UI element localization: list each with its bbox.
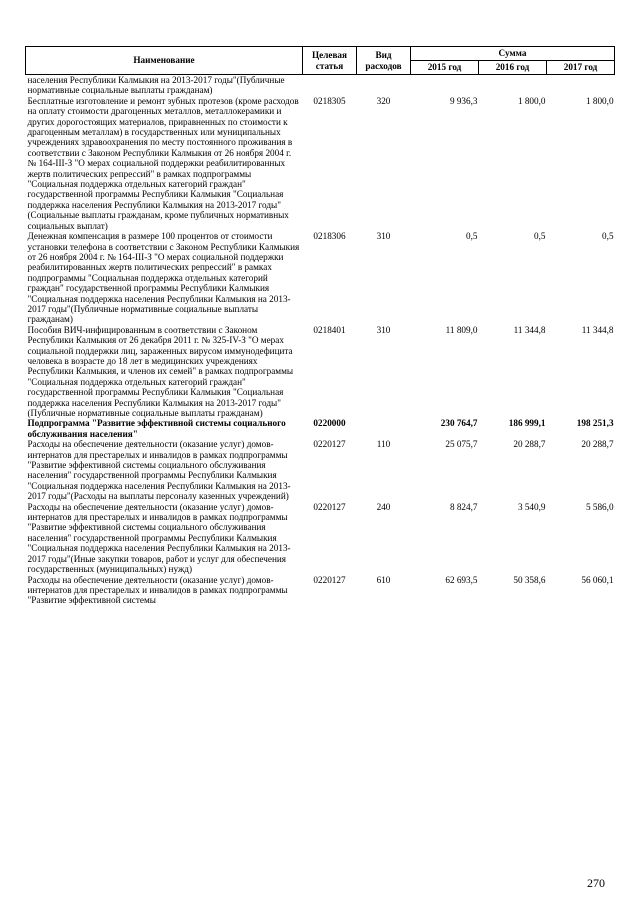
row-name: Расходы на обеспечение деятельности (оказание услуг) домов-интернатов для престарелых и инвалидов в рамках подпрограммы "Развитие эффективной системы социального обслуживания населения" государственной программы Республики Калмыкия "Социальная поддержка населения Республики Калмыкия на 2013-2017 годы"(Иные закупки товаров, работ и услуг для обеспечения государственных (муниципальных) нужд) (27, 501, 291, 575)
table-row (26, 439, 615, 501)
row-amount-2017: 5 586,0 (585, 501, 614, 512)
header-sum: Сумма (411, 47, 615, 61)
page-number: 270 (587, 876, 605, 890)
row-amount-2016 (479, 75, 547, 96)
row-amount-2017 (547, 75, 615, 96)
row-target-article: 0220127 (313, 501, 346, 512)
row-amount-2015 (411, 75, 479, 96)
header-expense-type: Вид расходов (357, 47, 411, 75)
row-name: Пособия ВИЧ-инфицированным в соответствии с Законом Республики Калмыкия от 26 декабря 2011 г. № 325-IV-З "О мерах социальной поддержки лиц, зараженных вирусом иммунодефицита человека в возрасте до 18 лет в медицинских учреждениях Республики Калмыкия, и членов их семей" в рамках подпрограммы "Социальная поддержка отдельных категорий граждан" государственной программы Республики Калмыкия "Социальная поддержка населения Республики Калмыкия на 2013-2017 годы"(Публичные нормативные социальные выплаты гражданам) (27, 324, 294, 418)
row-amount-2017: 20 288,7 (581, 439, 614, 450)
row-amount-2016: 20 288,7 (513, 439, 546, 450)
row-name: населения Республики Калмыкия на 2013-2017 годы"(Публичные нормативные социальные выплаты гражданам) (27, 75, 285, 96)
row-target-article: 0220127 (313, 439, 346, 450)
header-name: Наименование (26, 47, 303, 75)
table-row (26, 502, 615, 575)
header-year-2016: 2016 год (479, 61, 547, 75)
header-year-2015: 2015 год (411, 61, 479, 75)
header-year-2017: 2017 год (547, 61, 615, 75)
row-amount-2015: 0,5 (466, 231, 478, 242)
row-amount-2015: 11 809,0 (445, 324, 478, 335)
row-amount-2016: 1 800,0 (517, 95, 546, 106)
row-amount-2016: 50 358,6 (513, 574, 546, 585)
table-row (26, 75, 615, 96)
row-amount-2015: 230 764,7 (440, 418, 478, 429)
row-expense-type: 320 (376, 95, 391, 106)
row-amount-2015: 25 075,7 (445, 439, 478, 450)
row-expense-type: 610 (376, 574, 391, 585)
row-amount-2016: 3 540,9 (517, 501, 546, 512)
table-row (26, 231, 615, 325)
row-amount-2017: 1 800,0 (585, 95, 614, 106)
row-target-article: 0218306 (313, 231, 346, 242)
table-header (26, 47, 615, 75)
row-name: Расходы на обеспечение деятельности (оказание услуг) домов-интернатов для престарелых и инвалидов в рамках подпрограммы "Развитие эффективной системы социального обслуживания населения" государственной программы Республики Калмыкия "Социальная поддержка населения Республики Калмыкия на 2013-2017 годы"(Расходы на выплаты персоналу казенных учреждений) (27, 439, 291, 502)
row-target-article: 0220127 (313, 574, 346, 585)
row-target-article: 0220000 (313, 418, 346, 429)
budget-table (25, 46, 615, 606)
table-row (26, 575, 615, 606)
table-row (26, 325, 615, 419)
row-amount-2015: 8 824,7 (449, 501, 478, 512)
row-target-article (303, 75, 357, 96)
table-body (26, 75, 615, 606)
row-amount-2015: 62 693,5 (445, 574, 478, 585)
row-expense-type: 310 (376, 231, 391, 242)
table-row (26, 418, 615, 439)
row-expense-type (357, 75, 411, 96)
row-amount-2016: 11 344,8 (513, 324, 546, 335)
row-name: Бесплатные изготовление и ремонт зубных протезов (кроме расходов на оплату стоимости драгоценных металлов, металлокерамики и других дорогостоящих материалов, приравненных по стоимости к драгоценным металлам) в государственных или муниципальных учреждениях здравоохранения по месту постоянного проживания в соответствии с Законом Республики Калмыкия от 26 ноября 2004 г. № 164-III-З "О мерах социальной поддержки реабилитированных жертв политических репрессий" в рамках подпрограммы "Социальная поддержка отдельных категорий граждан" государственной программы Республики Калмыкия "Социальная поддержка населения Республики Калмыкия на 2013-2017 годы"(Социальные выплаты гражданам, кроме публичных нормативных социальных выплат) (27, 95, 299, 231)
row-amount-2015: 9 936,3 (449, 95, 478, 106)
row-expense-type: 110 (376, 439, 391, 450)
row-expense-type (357, 418, 411, 439)
row-amount-2016: 0,5 (534, 231, 546, 242)
row-name: Денежная компенсация в размере 100 процентов от стоимости установки телефона в соответствии с Законом Республики Калмыкия от 26 ноября 2004 г. № 164-III-З "О мерах социальной поддержки реабилитированных жертв политических репрессий" в рамках подпрограммы "Социальная поддержка отдельных категорий граждан" государственной программы Республики Калмыкия "Социальная поддержка населения Республики Калмыкия на 2013-2017 годы"(Публичные нормативные социальные выплаты гражданам) (27, 231, 300, 325)
row-expense-type: 310 (376, 324, 391, 335)
row-name: Подпрограмма "Развитие эффективной системы социального обслуживания населения" (27, 418, 286, 439)
row-target-article: 0218401 (313, 324, 346, 335)
header-target-article: Целевая статья (303, 47, 357, 75)
row-expense-type: 240 (376, 501, 391, 512)
row-amount-2017: 11 344,8 (581, 324, 614, 335)
row-target-article: 0218305 (313, 95, 346, 106)
row-amount-2016: 186 999,1 (508, 418, 546, 429)
row-name: Расходы на обеспечение деятельности (оказание услуг) домов-интернатов для престарелых и инвалидов в рамках подпрограммы "Развитие эффективной системы (27, 574, 288, 606)
row-amount-2017: 0,5 (602, 231, 614, 242)
row-amount-2017: 198 251,3 (576, 418, 614, 429)
table-row (26, 96, 615, 231)
row-amount-2017: 56 060,1 (581, 574, 614, 585)
